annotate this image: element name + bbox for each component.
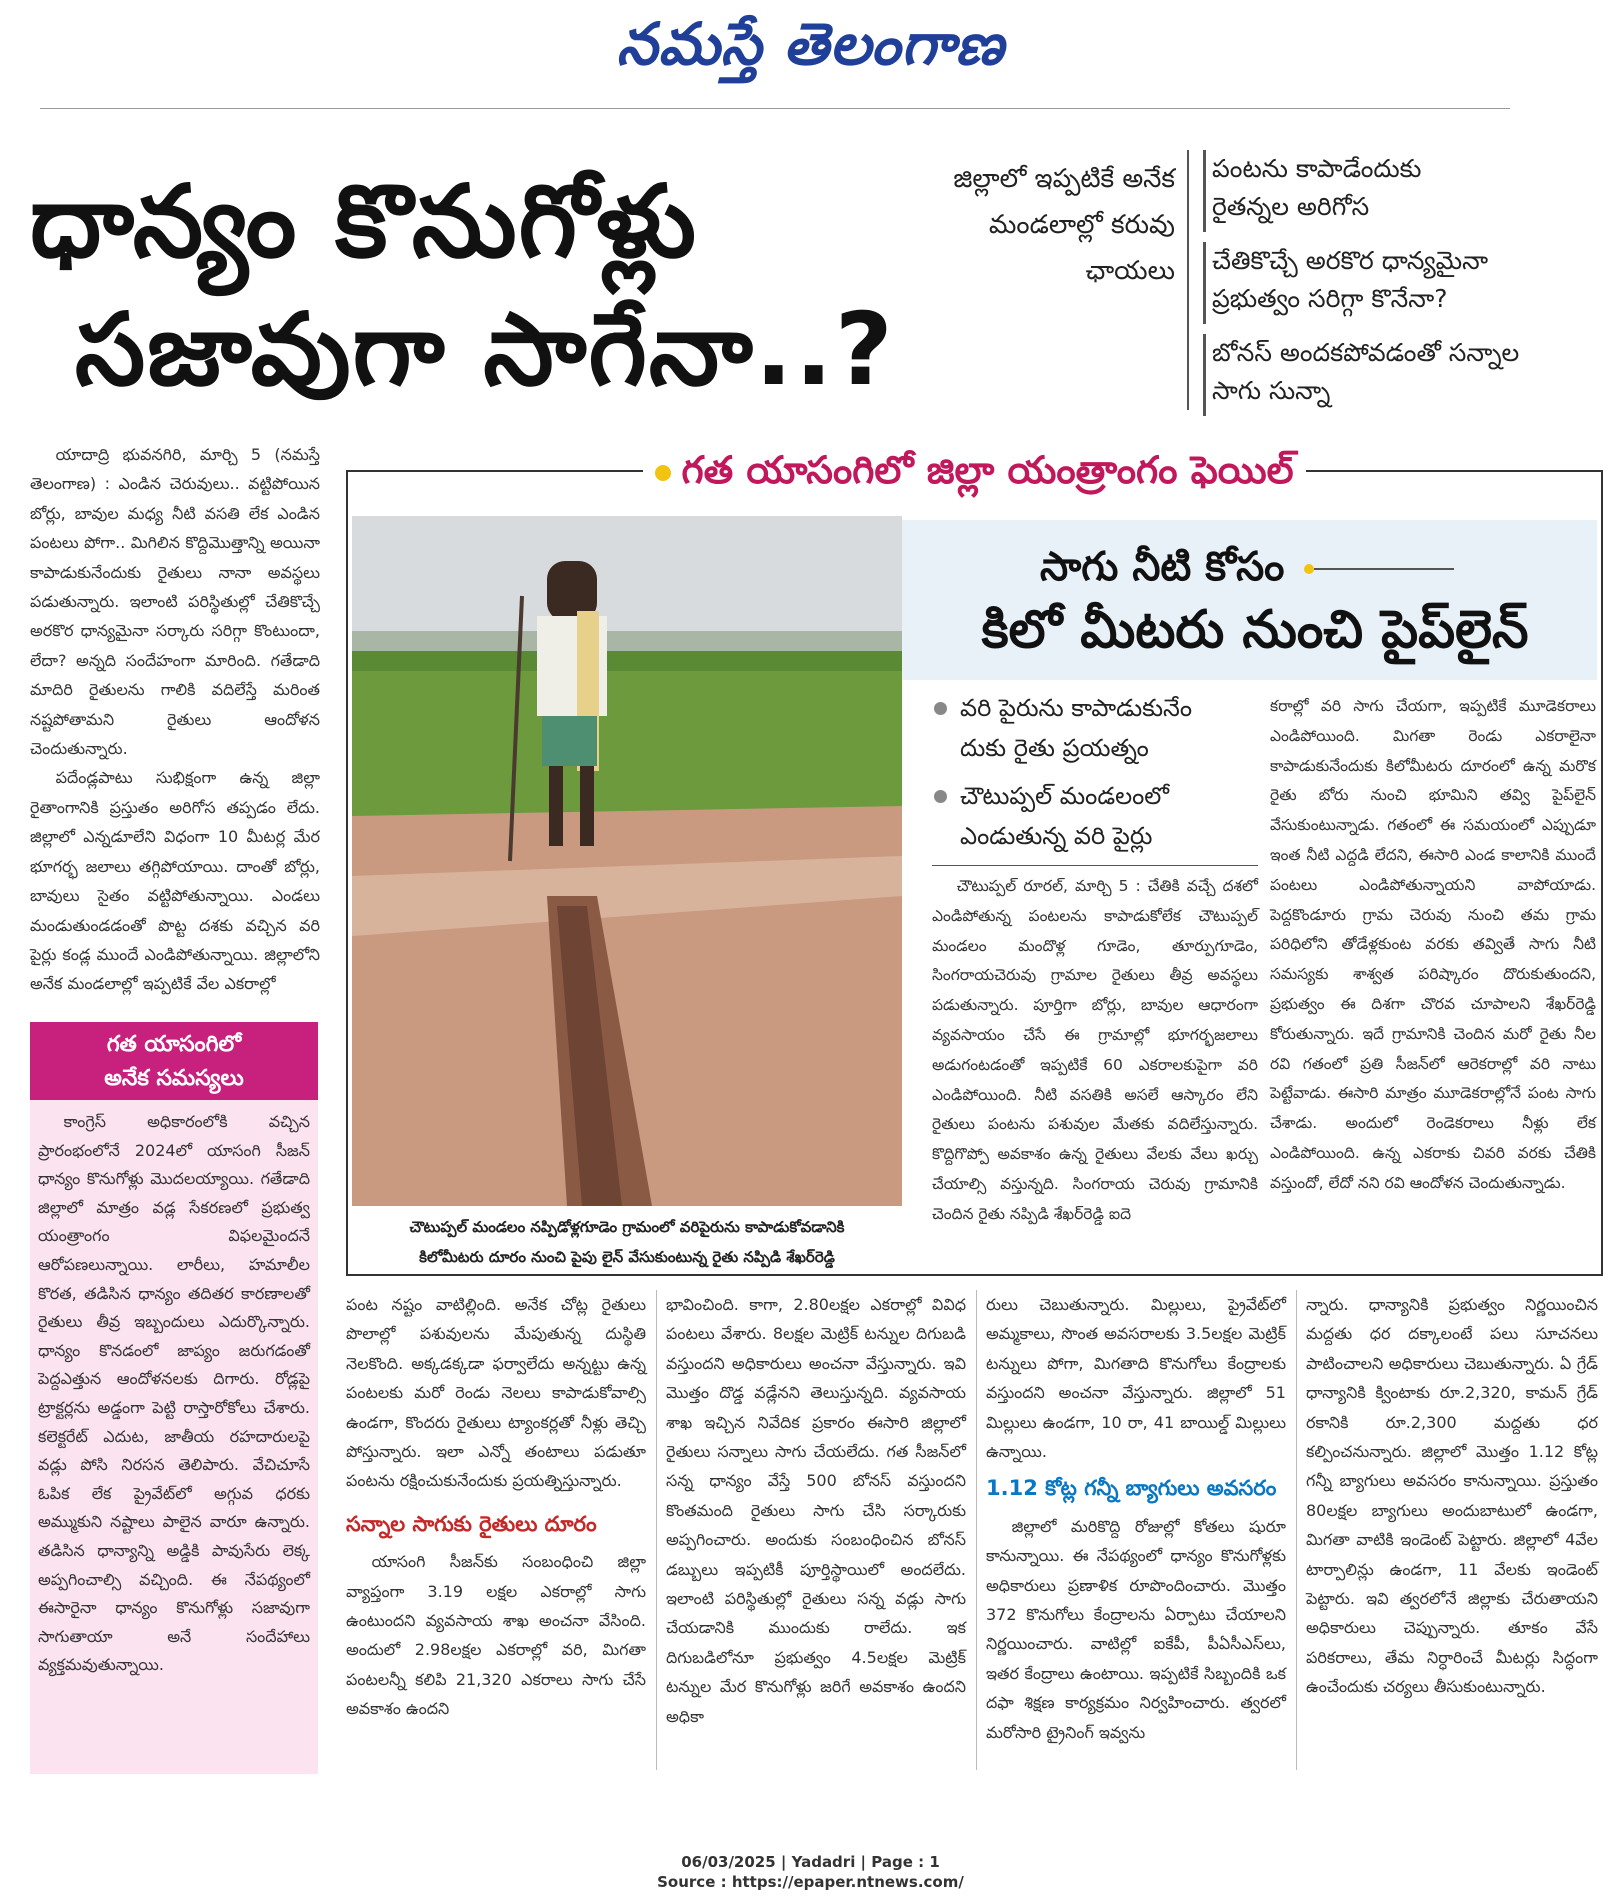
highlight-text: బోనస్ అందకపోవడంతో సన్నాల xyxy=(1212,338,1520,367)
highlight-point xyxy=(1203,334,1603,416)
subhead-sannalu: సన్నాల సాగుకు రైతులు దూరం xyxy=(346,1511,597,1536)
headline-blurb xyxy=(870,156,1175,294)
masthead-divider xyxy=(40,108,1510,109)
caption-line: చౌటుప్పల్ మండలం నప్పిడోళ్లగూడెం గ్రామంలో వరిపైరును కాపాడుకోవడానికి xyxy=(409,1218,845,1236)
column-divider xyxy=(1296,1290,1297,1770)
bullet-dot-icon xyxy=(655,465,671,481)
sidebar-text xyxy=(38,1108,310,1680)
feature-column-2 xyxy=(1270,692,1596,1199)
highlight-text: ప్రభుత్వం సరిగ్గా కొనేనా? xyxy=(1212,284,1448,313)
bottom-paragraph: పంట నష్టం వాటిల్లింది. అనేక చోట్ల రైతులు పొలాల్లో పశువులను మేపుతున్న దుస్థితి నెలకొంది. అక్కడక్కడా ఫర్వాలేదు అన్నట్టు ఉన్న పంటలకు మరో రెండు నెలలు కాపాడుకోవాల్సి ఉండగా, కొందరు రైతులు ట్యాంకర్లతో నీళ్లు తెచ్చి పోస్తున్నారు. ఇలా ఎన్నో తంటాలు పడుతూ పంటను రక్షించుకునేందుకు ప్రయత్నిస్తున్నారు. xyxy=(346,1295,646,1491)
lead-paragraph: యాదాద్రి భువనగిరి, మార్చి 5 (నమస్తే తెలంగాణ) : ఎండిన చెరువులు.. వట్టిపోయిన బోర్లు, బావుల మధ్య నీటి వసతి లేక ఎండిన పంటలు పోగా.. మిగిలిన కొద్దిమొత్తాన్ని అయినా కాపాడుకునేందుకు రైతులు నానా అవస్థలు పడుతున్నారు. ఇలాంటి పరిస్థితుల్లో చేతికొచ్చే అరకొర ధాన్యమైనా సర్కారు సరిగ్గా కొంటుందా, లేదా? అన్నది సందేహంగా మారింది. గతేడాది మాదిరి రైతులను గాలికి వదిలేస్తే మరింత నష్టపోతామని రైతులు ఆందోళన చెందుతున్నారు. xyxy=(30,445,320,759)
kicker-rule xyxy=(1314,568,1454,570)
bullet-item xyxy=(932,688,1262,768)
footer-date-edition: 06/03/2025 | Yadadri | Page : 1 xyxy=(681,1853,940,1871)
bottom-paragraph: యాసంగి సీజన్‌కు సంబంధించి జిల్లా వ్యాప్తంగా 3.19 లక్షల ఎకరాల్లో సాగు ఉంటుందని వ్యవసాయ శాఖ అంచనా వేసింది. అందులో 2.98లక్షల ఎకరాల్లో వరి, మిగతా పంటలన్నీ కలిపి 21,320 ఎకరాలు సాగు చేసే అవకాశం ఉందని xyxy=(346,1552,646,1719)
bullet-dot-icon xyxy=(1304,564,1314,574)
blurb-line: ఛాయలు xyxy=(1085,256,1175,286)
column-divider xyxy=(976,1290,977,1770)
bottom-paragraph: రులు చెబుతున్నారు. మిల్లులు, ప్రైవేట్‌లో అమ్మకాలు, సొంత అవసరాలకు 3.5లక్షల మెట్రిక్ టన్నులు పోగా, మిగతాది కొనుగోలు కేంద్రాలకు వస్తుందని అంచనా వేస్తున్నారు. జిల్లాలో 51 మిల్లులు ఉండగా, 10 రా, 41 బాయిల్డ్ మిల్లులు ఉన్నాయి. xyxy=(986,1295,1286,1462)
highlight-points xyxy=(1203,150,1603,426)
headline-line-1: ధాన్యం కొనుగోళ్లు xyxy=(30,163,699,280)
highlight-text: రైతన్నల అరిగోస xyxy=(1212,192,1370,221)
photo-caption xyxy=(352,1212,902,1272)
bottom-paragraph: న్నారు. ధాన్యానికి ప్రభుత్వం నిర్ణయించిన మద్దతు ధర దక్కాలంటే పలు సూచనలు పాటించాలని అధికారులు చెబుతున్నారు. ఏ గ్రేడ్ ధాన్యానికి క్వింటాకు రూ.2,320, కామన్ గ్రేడ్ రకానికి రూ.2,300 మద్దతు ధర కల్పించనున్నారు. జిల్లాలో మొత్తం 1.12 కోట్ల గన్నీ బ్యాగులు అవసరం కానున్నాయి. ప్రస్తుతం 80లక్షల బ్యాగులు అందుబాటులో ఉండగా, మిగతా వాటికి ఇండెంట్ పెట్టారు. జిల్లాలో 4వేల టార్పాలిన్లు ఉండగా, 11 వేలకు ఇండెంట్ పెట్టారు. ఇవి త్వరలోనే జిల్లాకు చేరుతాయని అధికారులు చెప్పున్నారు. తూకం వేసే పరికరాలు, తేమ నిర్ధారించే మీటర్లు సిద్ధంగా ఉంచేందుకు చర్యలు తీసుకుంటున్నారు. xyxy=(1306,1295,1598,1697)
highlight-text: చేతికొచ్చే అరకొర ధాన్యమైనా xyxy=(1212,246,1489,275)
bottom-column-2 xyxy=(666,1290,966,1731)
bottom-column-4 xyxy=(1306,1290,1598,1702)
bottom-column-1 xyxy=(346,1290,646,1724)
sidebar-heading xyxy=(30,1022,318,1100)
caption-line: కిలోమీటరు దూరం నుంచి పైపు లైన్ వేసుకుంటున్న రైతు నప్పిడి శేఖర్‌రెడ్డి xyxy=(419,1248,835,1266)
kicker-text: సాగు నీటి కోసం xyxy=(1040,544,1285,590)
feature-paragraph: చౌటుప్పల్ రూరల్, మార్చి 5 : చేతికి వచ్చే దశలో ఎండిపోతున్న పంటలను కాపాడుకోలేక చౌటుప్పల్ మండలం మందొళ్ల గూడెం, తూర్పుగూడెం, సింగరాయచెరువు గ్రామాల రైతులు తీవ్ర అవస్థలు పడుతున్నారు. పూర్తిగా బోర్లు, బావుల ఆధారంగా వ్యవసాయం చేసే ఈ గ్రామాల్లో భూగర్భజలాలు అడుగంటడంతో ఇప్పటికే 60 ఎకరాలకుపైగా వరి ఎండిపోయింది. నీటి వసతికి అసలే ఆస్కారం లేని రైతులు పంటను పశువుల మేతకు వదిలేస్తున్నారు. కొద్దిగొప్పో అవకాశం ఉన్న రైతులు వేలకు వేలు ఖర్చు చేయాల్సి వస్తున్నది. సింగరాయ చెరువు గ్రామానికి చెందిన రైతు నప్పిడి శేఖర్‌రెడ్డి ఐదె xyxy=(932,877,1258,1223)
feature-paragraph: కరాల్లో వరి సాగు చేయగా, ఇప్పటికే మూడెకరాలు ఎండిపోయింది. మిగతా రెండు ఎకరాలైనా కాపాడుకునేందుకు కిలోమీటరు దూరంలో ఉన్న మరొక రైతు బోరు నుంచి భూమిని తవ్వి పైప్‌లైన్ వేసుకుంటున్నాడు. గతంలో ఈ సమయంలో ఎప్పుడూ ఇంత నీటి ఎద్దడి లేదని, ఈసారి ఎండ కాలానికి ముందే పంటలు ఎండిపోతున్నాయని వాపోయాడు. పెద్దకొండూరు గ్రామ చెరువు నుంచి తమ గ్రామ పరిధిలోని తోడేళ్లకుంట వరకు తవ్వితే సాగు నీటి సమస్యకు శాశ్వత పరిష్కారం దొరుకుతుందని, ప్రభుత్వం ఈ దిశగా చొరవ చూపాలని శేఖర్‌రెడ్డి కోరుతున్నారు. ఇదే గ్రామానికి చెందిన మరో రైతు నీల రవి గతంలో ప్రతి సీజన్‌లో ఆరెకరాల్లో వరి నాటు పెట్టేవాడు. ఈసారి మాత్రం మూడెకరాల్లోనే పంట సాగు చేశాడు. అందులో రెండెకరాలు నీళ్లు లేక ఎండిపోయింది. ఉన్న ఎకరాకు చివరి వరకు చేతికి వస్తుందో, లేదో నని రవి ఆందోళన చెందుతున్నాడు. xyxy=(1270,697,1596,1192)
section-heading xyxy=(346,448,1603,502)
highlight-text: సాగు సున్నా xyxy=(1212,376,1331,405)
blurb-line: జిల్లాలో ఇప్పటికే అనేక xyxy=(953,164,1175,194)
highlight-text: పంటను కాపాడేందుకు xyxy=(1212,154,1422,183)
blurb-divider xyxy=(1187,150,1189,410)
blurb-line: మండలాల్లో కరువు xyxy=(988,210,1175,240)
sidebar-title-line: గత యాసంగిలో xyxy=(106,1032,242,1057)
highlight-point xyxy=(1203,242,1603,324)
highlight-point xyxy=(1203,150,1603,232)
bottom-column-3 xyxy=(986,1290,1286,1747)
sidebar-title-line: అనేక సమస్యలు xyxy=(104,1066,244,1091)
feature-headline: కిలో మీటరు నుంచి పైప్‌లైన్ xyxy=(981,600,1529,660)
bullet-text: వరి పైరును కాపాడుకునేం xyxy=(960,694,1193,722)
bullet-text: చౌటుప్పల్ మండలంలో xyxy=(960,782,1169,810)
lead-paragraph: పదేండ్లపాటు సుభిక్షంగా ఉన్న జిల్లా రైతాంగానికి ప్రస్తుతం అరిగోస తప్పడం లేదు. జిల్లాలో ఎన్నడూలేని విధంగా 10 మీటర్ల మేర భూగర్భ జలాలు తగ్గిపోయాయి. దాంతో బోర్లు, బావులు సైతం వట్టిపోతున్నాయి. ఎండలు మండుతుండడంతో పొట్ట దశకు వచ్చిన వరి పైర్లు కండ్ల ముందే ఎండిపోతున్నాయి. జిల్లాలోని అనేక మండలాల్లో ఇప్పటికే వేల ఎకరాల్లో xyxy=(30,768,320,994)
bottom-paragraph: జిల్లాలో మరికొద్ది రోజుల్లో కోతలు షురూ కానున్నాయి. ఈ నేపథ్యంలో ధాన్యం కొనుగోళ్లకు అధికారులు ప్రణాళిక రూపొందించారు. మొత్తం 372 కొనుగోలు కేంద్రాలను ఏర్పాటు చేయాలని నిర్ణయించారు. వాటిల్లో ఐకేపీ, పీఏసీఎస్‌లు, ఇతర కేంద్రాలు ఉంటాయి. ఇప్పటికే సిబ్బందికి ఒక దఫా శిక్షణ కార్యక్రమం నిర్వహించారు. త్వరలో మరోసారి ట్రైనింగ్ ఇవ్వను xyxy=(986,1516,1286,1742)
bullet-item xyxy=(932,776,1262,856)
lead-story-column xyxy=(30,440,320,999)
masthead-logo: నమస్తే తెలంగాణ xyxy=(616,10,1005,78)
subhead-gunny-bags: 1.12 కోట్ల గన్నీ బ్యాగులు అవసరం xyxy=(986,1476,1277,1501)
column-divider xyxy=(656,1290,657,1770)
footer-source-link[interactable]: Source : https://epaper.ntnews.com/ xyxy=(657,1873,964,1891)
headline-line-2: సజావుగా సాగేనా..? xyxy=(75,291,895,408)
bullet-divider xyxy=(932,865,1258,866)
feature-kicker xyxy=(1040,544,1454,600)
bullet-text: ఎండుతున్న వరి పైర్లు xyxy=(960,822,1153,850)
section-title: గత యాసంగిలో జిల్లా యంత్రాంగం ఫెయిల్ xyxy=(681,448,1294,492)
feature-column-1 xyxy=(932,872,1258,1230)
sidebar-paragraph: కాంగ్రెస్ అధికారంలోకి వచ్చిన ప్రారంభంలోనే 2024లో యాసంగి సీజన్ ధాన్యం కొనుగోళ్లు మొదలయ్యాయి. గతేడాది జిల్లాలో మాత్రం వడ్ల సేకరణలో ప్రభుత్వ యంత్రాంగం విఫలమైందనే ఆరోపణలున్నాయి. లారీలు, హమాలీల కొరత, తడిసిన ధాన్యం తదితర కారణాలతో రైతులు తీవ్ర ఇబ్బందులు ఎదుర్కొన్నారు. ధాన్యం కొనడంలో జాప్యం జరుగడంతో పెద్దఎత్తున ఆందోళనలకు దిగారు. రోడ్లపై ట్రాక్టర్లను అడ్డంగా పెట్టి రాస్తారోకోలు చేశారు. కలెక్టరేట్ ఎదుట, జాతీయ రహదారులపై వడ్లు పోసి నిరసన తెలిపారు. వేచిచూసే ఓపిక లేక ప్రైవేట్‌లో అగ్గువ ధరకు అమ్ముకుని నష్టాలు పాలైన వారూ ఉన్నారు. తడిసిన ధాన్యాన్ని అడ్డికి పావుసేరు లెక్క అప్పగించాల్సి వచ్చింది. ఈ నేపథ్యంలో ఈసారైనా ధాన్యం కొనుగోళ్లు సజావుగా సాగుతాయా అనే సందేహాలు వ్యక్తమవుతున్నాయి. xyxy=(38,1112,310,1675)
feature-bullets xyxy=(932,688,1262,864)
page-footer xyxy=(0,1852,1621,1892)
bottom-paragraph: భావించింది. కాగా, 2.80లక్షల ఎకరాల్లో వివిధ పంటలు వేశారు. 8లక్షల మెట్రిక్ టన్నుల దిగుబడి వస్తుందని అధికారులు అంచనా వేస్తున్నారు. ఇవి మొత్తం దొడ్డ వడ్లేనని తెలుస్తున్నది. వ్యవసాయ శాఖ ఇచ్చిన నివేదిక ప్రకారం ఈసారి జిల్లాలో రైతులు సన్నాలు సాగు చేయలేదు. గత సీజన్‌లో సన్న ధాన్యం వేస్తే 500 బోనస్ వస్తుందని కొంతమంది రైతులు సాగు చేసి సర్కారుకు అప్పగించారు. అందుకు సంబంధించిన బోనస్ డబ్బులు ఇప్పటికీ పూర్తిస్థాయిలో అందలేదు. ఇలాంటి పరిస్థితుల్లో రైతులు సన్న వడ్లు సాగు చేయడానికి ముందుకు రాలేదు. ఇక దిగుబడిలోనూ ప్రభుత్వం 4.5లక్షల మెట్రిక్ టన్నుల మేర కొనుగోళ్లు జరిగే అవకాశం ఉందని అధికా xyxy=(666,1295,966,1726)
bullet-text: దుకు రైతు ప్రయత్నం xyxy=(960,734,1149,762)
feature-photo xyxy=(352,516,902,1206)
